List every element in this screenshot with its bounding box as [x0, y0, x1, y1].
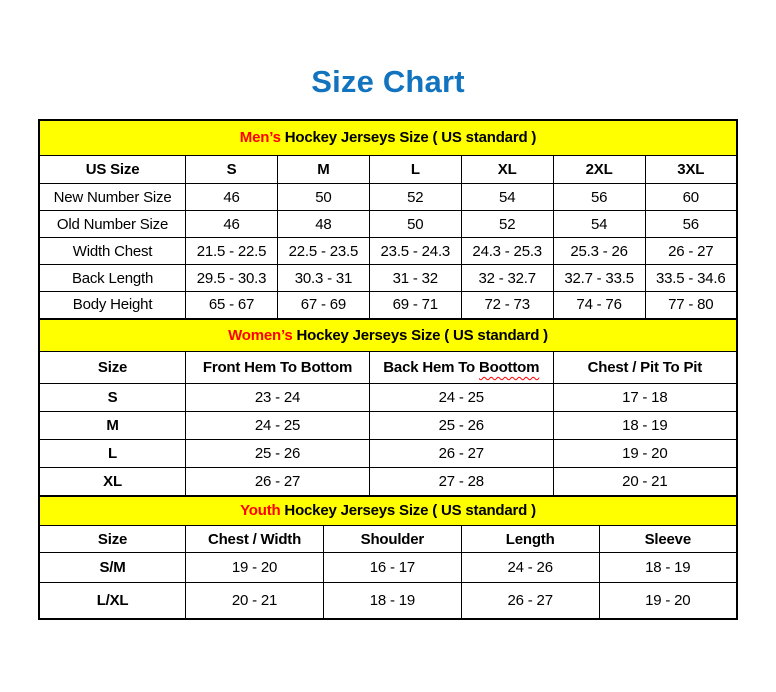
column-header: Shoulder — [323, 526, 461, 553]
value-cell: 19 - 20 — [186, 553, 324, 583]
row-label: Width Chest — [39, 238, 186, 265]
row-label: S/M — [39, 553, 186, 583]
value-cell: 46 — [186, 184, 278, 211]
value-cell: 26 - 27 — [186, 468, 370, 496]
row-label: XL — [39, 468, 186, 496]
value-cell: 29.5 - 30.3 — [186, 265, 278, 292]
size-tables — [38, 119, 738, 620]
column-header: US Size — [39, 156, 186, 184]
table-row — [39, 265, 737, 292]
value-cell: 24 - 25 — [186, 412, 370, 440]
table-row — [39, 440, 737, 468]
size-chart-page — [0, 64, 776, 620]
column-header — [369, 352, 553, 384]
value-cell: 72 - 73 — [461, 292, 553, 319]
value-cell: 16 - 17 — [323, 553, 461, 583]
column-header-row — [39, 156, 737, 184]
heading-text: Hockey Jerseys Size ( US standard ) — [280, 502, 536, 520]
row-label: Old Number Size — [39, 211, 186, 238]
value-cell: 32.7 - 33.5 — [553, 265, 645, 292]
value-cell: 54 — [553, 211, 645, 238]
value-cell: 31 - 32 — [369, 265, 461, 292]
value-cell: 50 — [277, 184, 369, 211]
womens-size-table — [38, 318, 738, 497]
value-cell: 56 — [553, 184, 645, 211]
value-cell: 18 - 19 — [599, 553, 737, 583]
value-cell: 52 — [369, 184, 461, 211]
table-row — [39, 211, 737, 238]
column-header: Size — [39, 352, 186, 384]
column-header: Chest / Width — [186, 526, 324, 553]
table-row — [39, 468, 737, 496]
row-label: New Number Size — [39, 184, 186, 211]
page-title: Size Chart — [311, 64, 465, 99]
column-header: Chest / Pit To Pit — [553, 352, 737, 384]
row-label: L — [39, 440, 186, 468]
value-cell: 19 - 20 — [599, 583, 737, 619]
value-cell: 27 - 28 — [369, 468, 553, 496]
value-cell: 50 — [369, 211, 461, 238]
value-cell: 32 - 32.7 — [461, 265, 553, 292]
mens-size-table — [38, 119, 738, 320]
value-cell: 26 - 27 — [461, 583, 599, 619]
row-label: M — [39, 412, 186, 440]
row-label: Body Height — [39, 292, 186, 319]
value-cell: 60 — [645, 184, 737, 211]
value-cell: 74 - 76 — [553, 292, 645, 319]
value-cell: 26 - 27 — [645, 238, 737, 265]
value-cell: 25.3 - 26 — [553, 238, 645, 265]
heading-text: Hockey Jerseys Size ( US standard ) — [280, 129, 537, 147]
table-row — [39, 412, 737, 440]
table-row — [39, 553, 737, 583]
column-header-row — [39, 352, 737, 384]
section-heading-row-youth — [39, 496, 737, 526]
row-label: Back Length — [39, 265, 186, 292]
heading-text: Hockey Jerseys Size ( US standard ) — [292, 326, 548, 344]
value-cell: 18 - 19 — [323, 583, 461, 619]
section-heading-youth — [39, 496, 737, 526]
column-header: Front Hem To Bottom — [186, 352, 370, 384]
value-cell: 65 - 67 — [186, 292, 278, 319]
value-cell: 33.5 - 34.6 — [645, 265, 737, 292]
column-header-row — [39, 526, 737, 553]
value-cell: 30.3 - 31 — [277, 265, 369, 292]
value-cell: 22.5 - 23.5 — [277, 238, 369, 265]
heading-highlight: Men’s — [239, 129, 281, 147]
value-cell: 67 - 69 — [277, 292, 369, 319]
value-cell: 24 - 25 — [369, 384, 553, 412]
row-label: L/XL — [39, 583, 186, 619]
table-row — [39, 583, 737, 619]
value-cell: 46 — [186, 211, 278, 238]
value-cell: 20 - 21 — [186, 583, 324, 619]
value-cell: 24.3 - 25.3 — [461, 238, 553, 265]
column-header: S — [186, 156, 278, 184]
column-header: XL — [461, 156, 553, 184]
value-cell: 26 - 27 — [369, 440, 553, 468]
value-cell: 52 — [461, 211, 553, 238]
value-cell: 25 - 26 — [186, 440, 370, 468]
section-heading-womens — [39, 319, 737, 352]
column-header: Sleeve — [599, 526, 737, 553]
section-heading-row-womens — [39, 319, 737, 352]
value-cell: 24 - 26 — [461, 553, 599, 583]
value-cell: 23 - 24 — [186, 384, 370, 412]
value-cell: 20 - 21 — [553, 468, 737, 496]
value-cell: 56 — [645, 211, 737, 238]
value-cell: 25 - 26 — [369, 412, 553, 440]
value-cell: 18 - 19 — [553, 412, 737, 440]
column-header: Size — [39, 526, 186, 553]
heading-highlight: Youth — [240, 502, 281, 520]
value-cell: 19 - 20 — [553, 440, 737, 468]
column-header: 2XL — [553, 156, 645, 184]
value-cell: 54 — [461, 184, 553, 211]
column-header: 3XL — [645, 156, 737, 184]
section-heading-mens — [39, 120, 737, 156]
section-heading-row-mens — [39, 120, 737, 156]
column-header: M — [277, 156, 369, 184]
value-cell: 48 — [277, 211, 369, 238]
row-label: S — [39, 384, 186, 412]
youth-size-table — [38, 495, 738, 620]
heading-highlight: Women’s — [228, 326, 293, 344]
value-cell: 21.5 - 22.5 — [186, 238, 278, 265]
value-cell: 77 - 80 — [645, 292, 737, 319]
value-cell: 17 - 18 — [553, 384, 737, 412]
value-cell: 23.5 - 24.3 — [369, 238, 461, 265]
table-row — [39, 238, 737, 265]
table-row — [39, 384, 737, 412]
value-cell: 69 - 71 — [369, 292, 461, 319]
table-row — [39, 184, 737, 211]
table-row — [39, 292, 737, 319]
misspelled-word: Boottom — [478, 359, 540, 377]
column-header: Length — [461, 526, 599, 553]
column-header: L — [369, 156, 461, 184]
column-header-text: Back Hem To — [383, 359, 479, 377]
